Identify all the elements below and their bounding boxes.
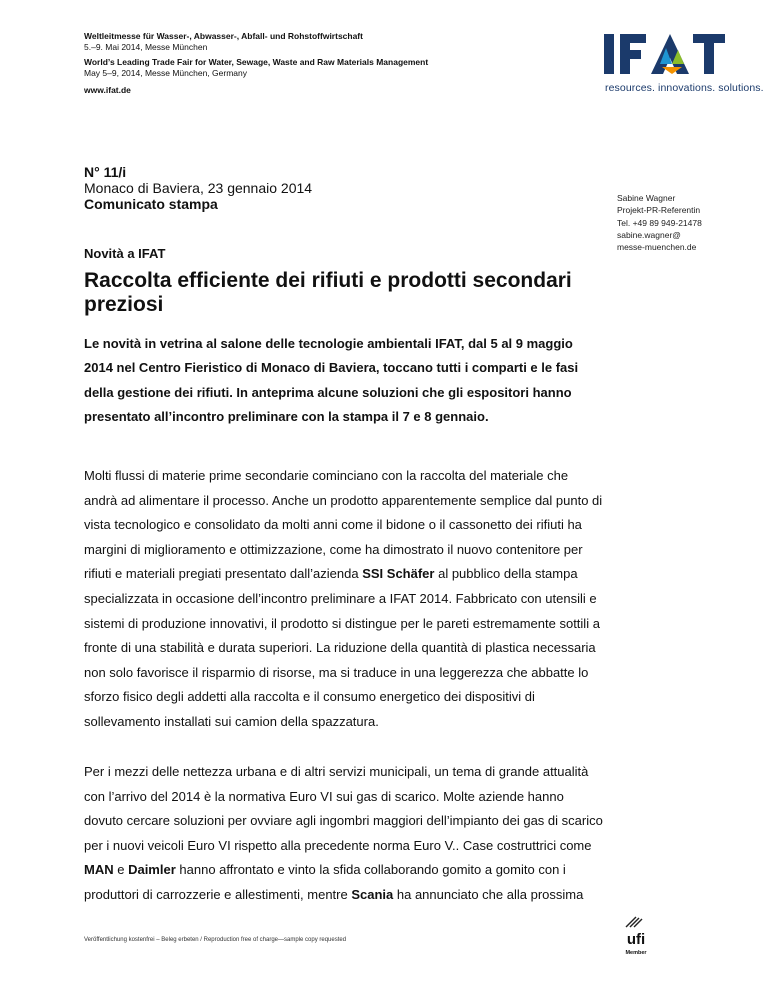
press-release-meta [84,164,312,212]
ufi-member-logo [623,911,649,957]
contact-email-line-1[interactable]: sabine.wagner@ [617,229,681,240]
ufi-member-label: Member [625,950,647,956]
ufi-text: ufi [626,931,646,948]
body-paragraph-1: Molti flussi di materie prime secondarie cominciano con la raccolta del materiale che andrà ad alimentare il processo. Anche un prodotto apparentemente semplice dal punto di vista tecnologico e consolidato da molti anni come il bidone o il cassonetto dei rifiuti ha margini di miglioramento e ottimizzazione, come ha dimostrato il nuovo contenitore per rifiuti e materiali pregiati presentato dall’azienda SSI Schäfer al pubblico della stampa specializzata in occasione dell’incontro preliminare a IFAT 2014. Fabbricato con utensili e sistemi di produzione innovativi, il prodotto si distingue per le pareti estremamente sottili a fronte di una stabilità e durata superiori. La riduzione della quantità di plastica necessaria non solo favorisce il risparmio di risorse, ma si traduce in una leggerezza che abbatte lo sforzo fisico degli addetti alla raccolta e il consumo energetico dei dispositivi di sollevamento installati sui camion della spazzatura. [84,468,603,729]
article-headline: Raccolta efficiente dei rifiuti e prodotti secondari preziosi [84,269,572,316]
company-scania: Scania [351,886,394,902]
website-link[interactable]: www.ifat.de [84,85,131,95]
company-daimler: Daimler [128,862,176,878]
header-english [84,57,428,79]
release-type: Comunicato stampa [84,196,218,212]
header-german-title: Weltleitmesse für Wasser-, Abwasser-, Abfall- und Rohstoffwirtschaft [84,31,363,41]
logo-letter-i [604,34,614,74]
header-german-dates: 5.–9. Mai 2014, Messe München [84,42,208,52]
company-ssi-schaefer: SSI Schäfer [362,566,435,582]
contact-block [617,192,702,253]
logo-tagline: resources. innovations. solutions. [605,82,764,94]
header-german [84,31,363,53]
ufi-stripes-icon [626,917,642,927]
footer-note: Veröffentlichung kostenfrei – Beleg erbeten / Reproduction free of charge—sample copy requested [84,937,347,943]
place-date: Monaco di Baviera, 23 gennaio 2014 [84,180,313,196]
contact-phone: Tel. +49 89 949-21478 [617,217,702,228]
article-kicker: Novità a IFAT [84,246,166,261]
header-english-dates: May 5–9, 2014, Messe München, Germany [84,68,247,78]
header-english-title: World’s Leading Trade Fair for Water, Sewage, Waste and Raw Materials Management [84,57,429,67]
contact-role: Projekt-PR-Referentin [617,205,701,216]
company-man: MAN [84,862,114,878]
article-lead: Le novità in vetrina al salone delle tecnologie ambientali IFAT, dal 5 al 9 maggio 2014 nel Centro Fieristico di Monaco di Baviera, toccano tutti i comparti e le fasi della gestione dei rifiuti. In anteprima alcune soluzioni che gli espositori hanno presentato all’incontro preliminare con la stampa il 7 e 8 gennaio. [84,336,579,424]
contact-name: Sabine Wagner [617,193,676,203]
body-paragraph-2: Per i mezzi delle nettezza urbana e di altri servizi municipali, un tema di grande attualità con l’arrivo del 2014 è la normativa Euro VI sui gas di scarico. Molte aziende hanno dovuto cercare soluzioni per ovviare agli ingombri maggiori dell’impianto dei gas di scarico per i nuovi veicoli Euro VI rispetto alla precedente norma Euro V.. Case costruttrici come MAN e Daimler hanno affrontato e vinto la sfida collaborando gomito a gomito con i produttori di carrozzerie e allestimenti, mentre Scania ha annunciato che alla prossima [84,764,603,902]
contact-email-line-2[interactable]: messe-muenchen.de [617,242,697,253]
release-number: N° 11/i [84,164,127,180]
logo-triangle-mark [651,34,689,74]
